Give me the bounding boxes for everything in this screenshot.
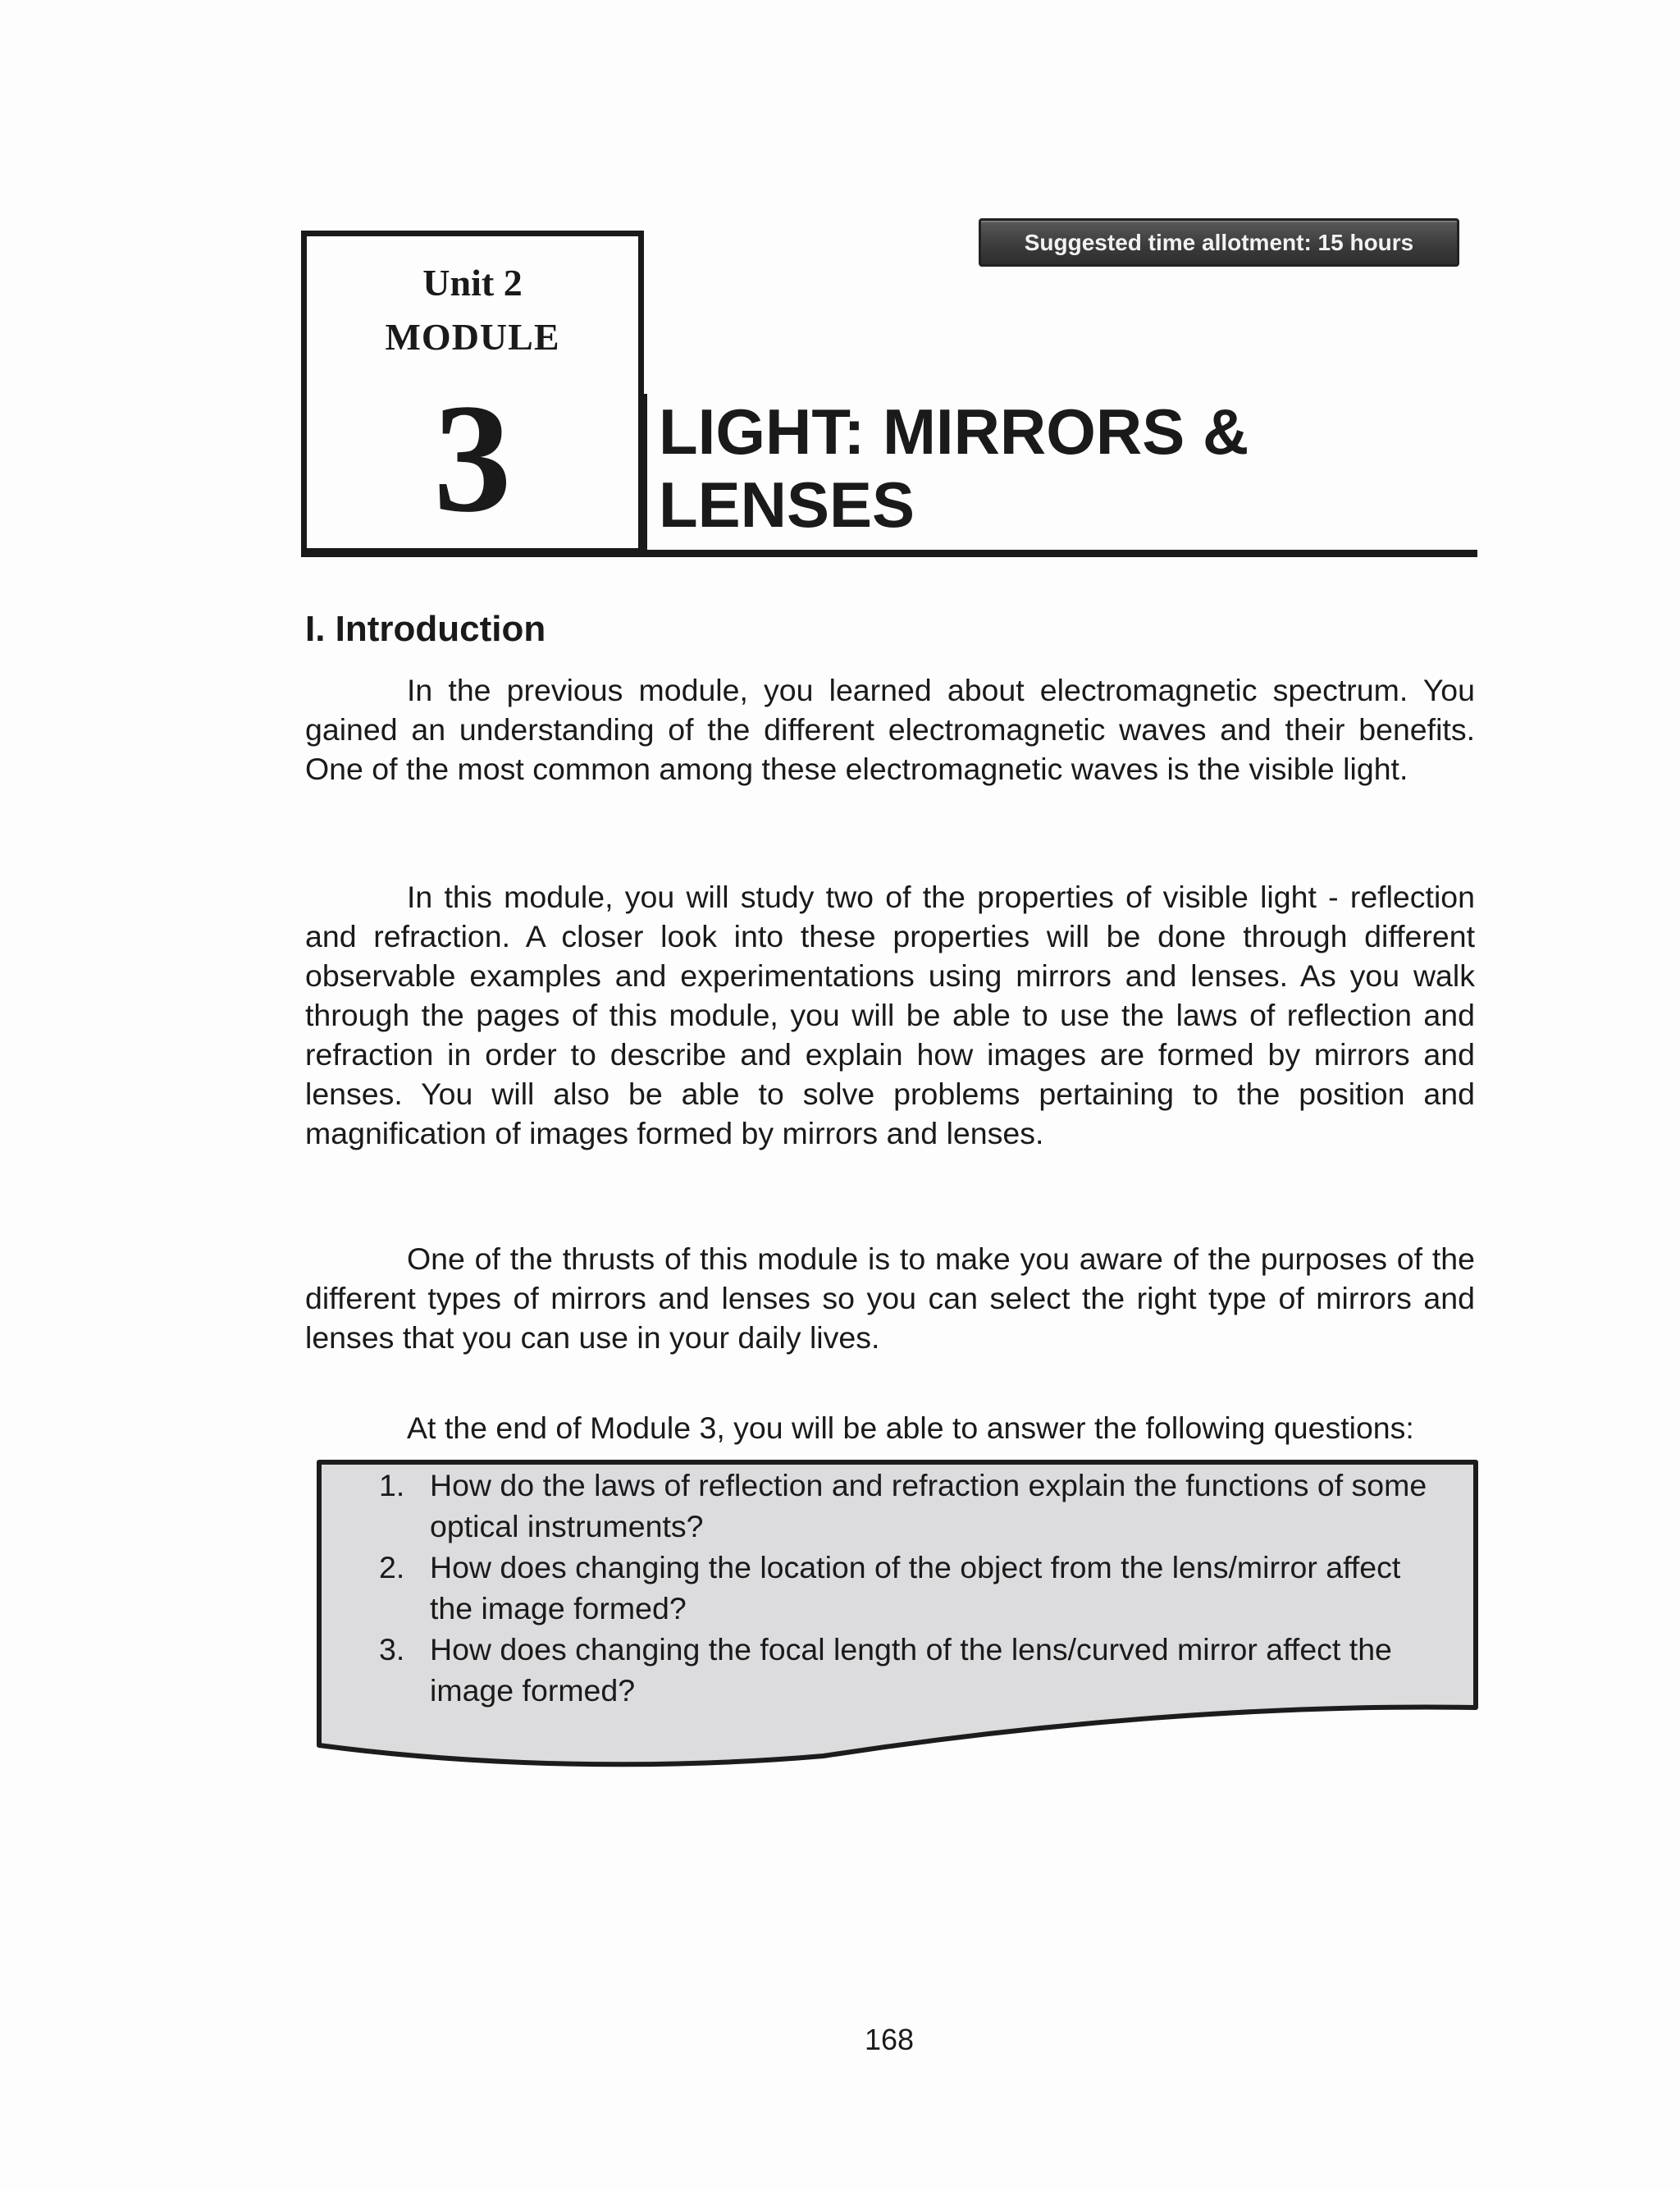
time-allotment-badge: Suggested time allotment: 15 hours: [979, 218, 1459, 267]
questions-list: [379, 1465, 1445, 1711]
intro-paragraph-2: In this module, you will study two of the properties of visible light - reflection and refraction. A closer look into these properties will be done through different observable examples and experimentations using mirrors and lenses. As you walk through the pages of this module, you will be able to use the laws of reflection and refraction in order to describe and explain how images are formed by mirrors and lenses. You will also be able to solve problems pertaining to the position and magnification of images formed by mirrors and lenses.: [305, 880, 1475, 1150]
module-title-line-1: LIGHT: MIRRORS &: [659, 395, 1249, 468]
module-title-line-2: LENSES: [659, 469, 915, 541]
questions-lead-in: At the end of Module 3, you will be able to answer the following questions:: [407, 1410, 1414, 1445]
question-number: 2.: [379, 1550, 405, 1584]
module-box: [301, 231, 644, 554]
module-number: 3: [433, 373, 512, 545]
question-number: 3.: [379, 1632, 405, 1667]
questions-box: [315, 1458, 1480, 1781]
question-text: How does changing the location of the object from the lens/mirror affect the image formed?: [430, 1550, 1401, 1625]
question-item: [379, 1465, 1445, 1547]
unit-label: Unit 2: [422, 262, 523, 304]
page-number: 168: [864, 2023, 915, 2056]
question-item: [379, 1629, 1445, 1711]
intro-paragraph-1: In the previous module, you learned about electromagnetic spectrum. You gained an understanding of the different electromagnetic waves and their benefits. One of the most common among these electromagnetic waves is the visible light.: [305, 673, 1475, 786]
title-divider-horizontal: [301, 550, 1477, 557]
module-label: MODULE: [385, 316, 560, 358]
module-title: [659, 395, 1463, 542]
title-divider-vertical: [642, 394, 647, 554]
section-heading: I. Introduction: [305, 609, 546, 649]
intro-paragraph-3: One of the thrusts of this module is to make you aware of the purposes of the different types of mirrors and lenses so you can select the right type of mirrors and lenses that you can use in your daily lives.: [305, 1241, 1475, 1355]
question-item: [379, 1547, 1445, 1629]
question-text: How does changing the focal length of the lens/curved mirror affect the image formed?: [430, 1632, 1392, 1708]
question-number: 1.: [379, 1468, 405, 1502]
question-text: How do the laws of reflection and refraction explain the functions of some optical instruments?: [430, 1468, 1427, 1543]
